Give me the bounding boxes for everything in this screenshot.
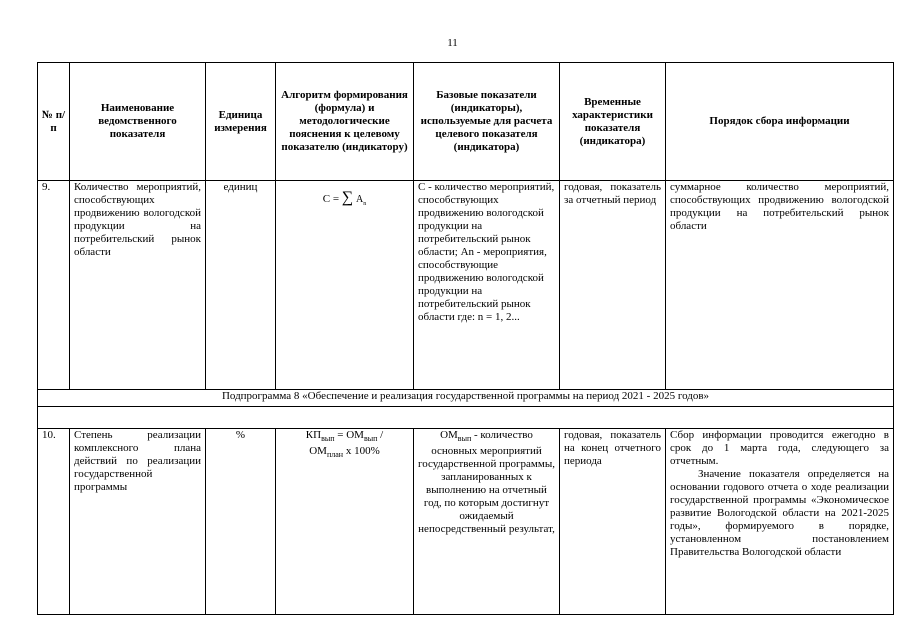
spacer-row [38, 407, 894, 429]
header-name: Наименование ведомственного показателя [70, 63, 206, 181]
header-time: Временные характеристики показателя (индикатора) [560, 63, 666, 181]
row9-formula-sum: ∑ [341, 189, 354, 206]
spacer-cell [38, 407, 894, 429]
row10-f-tail: x 100% [343, 445, 380, 458]
row9-formula [276, 181, 414, 390]
row10-order-p1: Сбор информации проводится ежегодно в срок до 1 марта года, следующего за отчетным. [670, 429, 889, 467]
header-base: Базовые показатели (индикаторы), используемые для расчета целевого показателя (индикатора) [414, 63, 560, 181]
row10-base-om: ОМ [440, 429, 458, 441]
row10-name: Степень реализации комплексного плана действий по реализации государственной программы [70, 429, 206, 615]
row10-base-text: - количество основных мероприятий государственной программы, запланированных к выполнению на отчетный год, по которым достигнут ожидаемый непосредственный результат, [418, 429, 555, 536]
row10-order-p2: Значение показателя определяется на основании годового отчета о ходе реализации государственной программы «Экономическое развитие Вологодской области на 2021-2025 годы», формируемого в порядке, установленном постановлением Правительства Вологодской области [670, 468, 889, 558]
row10-time: годовая, показатель на конец отчетного периода [560, 429, 666, 615]
row9-name: Количество мероприятий, способствующих продвижению вологодской продукции на потребительский рынок области [70, 181, 206, 390]
row10-f-om: ОМ [309, 445, 327, 458]
table-row-9 [38, 181, 894, 390]
table-header-row [38, 63, 894, 181]
row10-order [666, 429, 894, 615]
row10-base-sub: вып [457, 434, 472, 444]
row9-formula-var: A [355, 194, 364, 205]
row10-base [414, 429, 560, 615]
row10-f-sub1: вып [321, 434, 335, 444]
row10-formula [276, 429, 414, 615]
row9-time: годовая, показатель за отчетный период [560, 181, 666, 390]
subprogram-title: Подпрограмма 8 «Обеспечение и реализация государственной программы на период 2021 - 2025 годов» [38, 390, 894, 407]
header-algorithm: Алгоритм формирования (формула) и методологические пояснения к целевому показателю (индикатору) [276, 63, 414, 181]
row9-num: 9. [38, 181, 70, 390]
header-unit: Единица измерения [206, 63, 276, 181]
indicators-table [37, 62, 894, 615]
row9-base: C - количество мероприятий, способствующих продвижению вологодской продукции на потребительский рынок области; An - мероприятия, способствующие продвижению вологодской продукции на потребительский рынок области где: n = 1, 2... [414, 181, 560, 390]
header-num: № п/п [38, 63, 70, 181]
header-order: Порядок сбора информации [666, 63, 894, 181]
row10-f-sub2: вып [363, 434, 378, 444]
row10-f-kp: КП [305, 429, 322, 441]
table-row-10 [38, 429, 894, 615]
row9-formula-sub: n [363, 201, 367, 208]
row10-f-eq: = ОМ [334, 429, 364, 441]
row9-order: суммарное количество мероприятий, способствующих продвижению вологодской продукции на потребительский рынок области [666, 181, 894, 390]
row10-f-sub3: план [326, 450, 344, 460]
page-number: 11 [447, 37, 458, 49]
row9-unit: единиц [206, 181, 276, 390]
row10-f-slash: / [377, 429, 384, 441]
row10-num: 10. [38, 429, 70, 615]
subprogram-row [38, 390, 894, 407]
row9-formula-lhs: C = [322, 193, 340, 205]
row10-unit: % [206, 429, 276, 615]
